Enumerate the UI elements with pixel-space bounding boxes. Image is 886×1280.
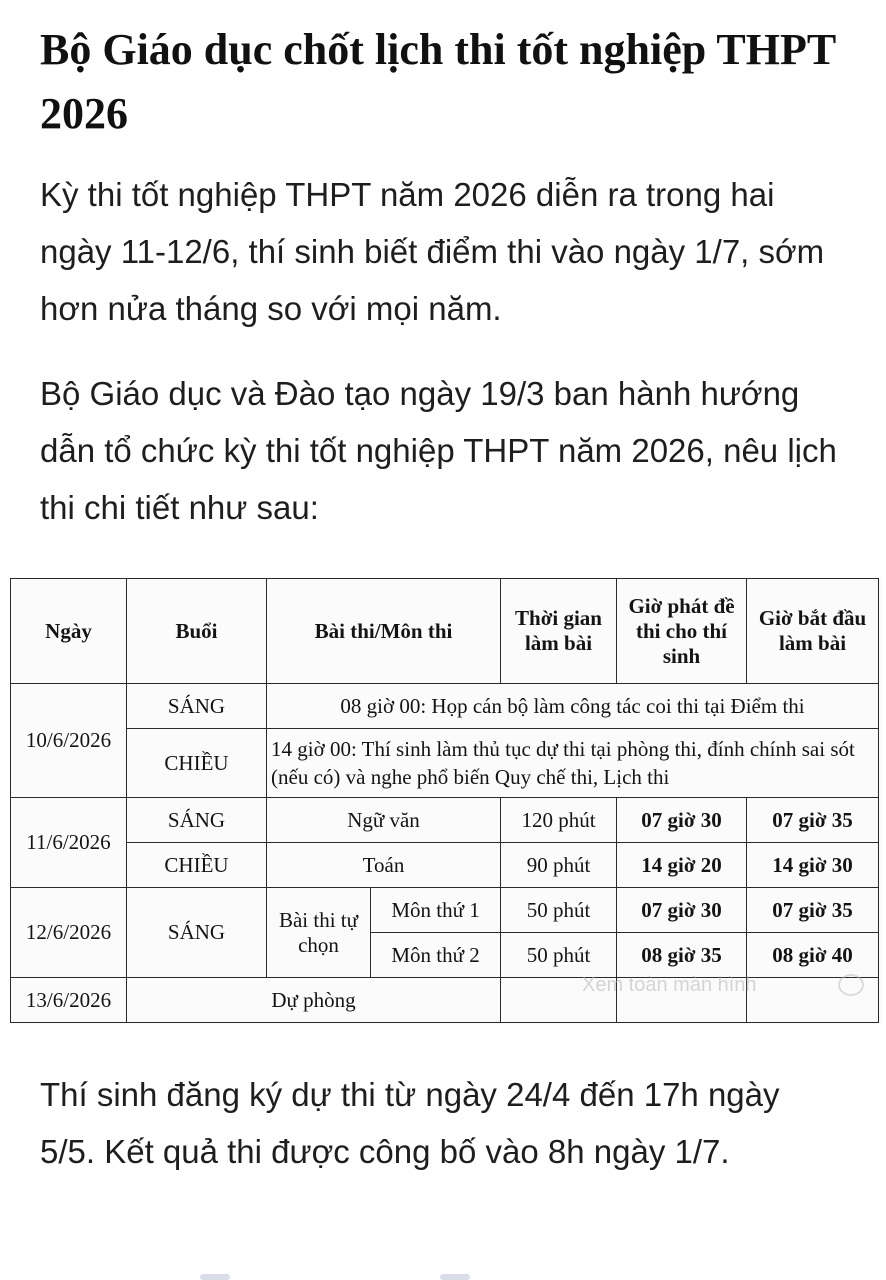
session-cell: SÁNG	[127, 684, 267, 729]
exam-schedule-image[interactable]	[10, 578, 882, 1024]
session-cell: SÁNG	[127, 888, 267, 978]
paper-time-cell: 07 giờ 30	[617, 888, 747, 933]
table-row	[11, 798, 879, 843]
paper-time-cell: 08 giờ 35	[617, 933, 747, 978]
table-row	[11, 684, 879, 729]
fullscreen-icon[interactable]	[838, 974, 864, 996]
header-date: Ngày	[11, 579, 127, 684]
header-start-time: Giờ bắt đầu làm bài	[747, 579, 879, 684]
session-cell: CHIỀU	[127, 843, 267, 888]
subject-cell: Môn thứ 2	[371, 933, 501, 978]
paper-time-cell: 07 giờ 30	[617, 798, 747, 843]
header-session: Buổi	[127, 579, 267, 684]
date-cell: 11/6/2026	[11, 798, 127, 888]
note-cell: Dự phòng	[127, 978, 501, 1023]
subject-cell: Toán	[267, 843, 501, 888]
duration-cell: 90 phút	[501, 843, 617, 888]
schedule-header-row	[11, 579, 879, 684]
header-duration: Thời gian làm bài	[501, 579, 617, 684]
article-body-intro: Bộ Giáo dục và Đào tạo ngày 19/3 ban hành hướng dẫn tổ chức kỳ thi tốt nghiệp THPT năm 2026, nêu lịch thi chi tiết như sau:	[40, 375, 837, 526]
article-body-after: Thí sinh đăng ký dự thi từ ngày 24/4 đến 17h ngày 5/5. Kết quả thi được công bố vào 8h ngày 1/7.	[40, 1076, 780, 1170]
paper-time-cell: 14 giờ 20	[617, 843, 747, 888]
table-row	[11, 729, 879, 798]
article-lead: Kỳ thi tốt nghiệp THPT năm 2026 diễn ra trong hai ngày 11-12/6, thí sinh biết điểm thi vào ngày 1/7, sớm hơn nửa tháng so với mọi năm.	[40, 176, 825, 327]
start-time-cell: 14 giờ 30	[747, 843, 879, 888]
start-time-cell: 07 giờ 35	[747, 888, 879, 933]
date-cell: 12/6/2026	[11, 888, 127, 978]
start-time-cell: 08 giờ 40	[747, 933, 879, 978]
duration-cell: 50 phút	[501, 888, 617, 933]
header-subject: Bài thi/Môn thi	[267, 579, 501, 684]
session-cell: CHIỀU	[127, 729, 267, 798]
header-paper-time: Giờ phát đề thi cho thí sinh	[617, 579, 747, 684]
article-headline: Bộ Giáo dục chốt lịch thi tốt nghiệp THPT 2026	[40, 25, 836, 138]
start-time-cell: 07 giờ 35	[747, 798, 879, 843]
next-content-hint	[190, 1266, 490, 1280]
duration-cell: 120 phút	[501, 798, 617, 843]
subject-cell: Môn thứ 1	[371, 888, 501, 933]
fullscreen-watermark[interactable]: Xem toàn màn hình	[582, 974, 757, 996]
elective-group-cell: Bài thi tự chọn	[267, 888, 371, 978]
subject-cell: Ngữ văn	[267, 798, 501, 843]
session-cell: SÁNG	[127, 798, 267, 843]
note-cell: 14 giờ 00: Thí sinh làm thủ tục dự thi tại phòng thi, đính chính sai sót (nếu có) và nghe phổ biến Quy chế thi, Lịch thi	[267, 729, 879, 798]
date-cell: 13/6/2026	[11, 978, 127, 1023]
note-cell: 08 giờ 00: Họp cán bộ làm công tác coi thi tại Điểm thi	[267, 684, 879, 729]
duration-cell: 50 phút	[501, 933, 617, 978]
date-cell: 10/6/2026	[11, 684, 127, 798]
exam-schedule-table	[10, 578, 879, 1023]
table-row	[11, 843, 879, 888]
table-row	[11, 888, 879, 933]
